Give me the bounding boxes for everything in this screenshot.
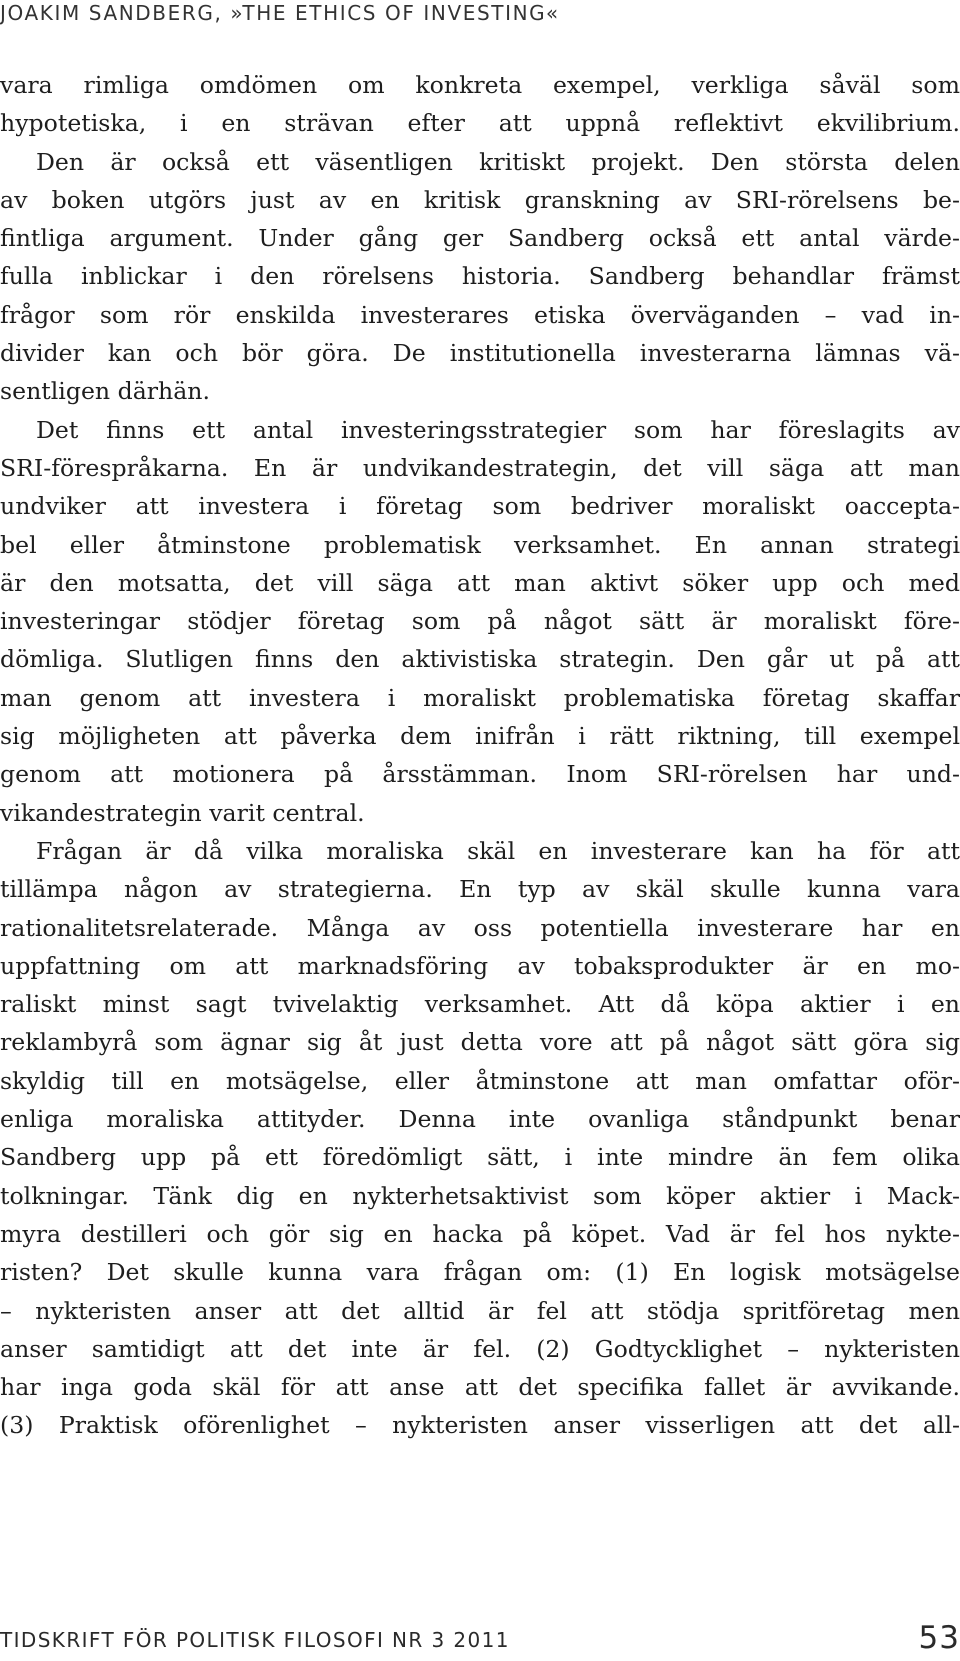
text-line: SRI-förespråkarna. En är undvikandestrategin, det vill säga att man: [0, 453, 960, 482]
text-line: (3) Praktisk oförenlighet – nykteristen anser visserligen att det all-: [0, 1411, 960, 1440]
running-head: JOAKIM SANDBERG, »THE ETHICS OF INVESTING«: [0, 1, 560, 25]
text-line: hypotetiska, i en strävan efter att uppnå reflektivt ekvilibrium.: [0, 109, 960, 138]
text-line: uppfattning om att marknadsföring av tobaksprodukter är en mo-: [0, 951, 960, 980]
text-line: raliskt minst sagt tvivelaktig verksamhet. Att då köpa aktier i en: [0, 990, 960, 1019]
text-line: enliga moraliska attityder. Denna inte ovanliga ståndpunkt benar: [0, 1105, 960, 1134]
text-line: – nykteristen anser att det alltid är fel att stödja spritföretag men: [0, 1296, 960, 1325]
text-line: fintliga argument. Under gång ger Sandberg också ett antal värde-: [0, 224, 960, 253]
journal-title: TIDSKRIFT FÖR POLITISK FILOSOFI NR 3 2011: [0, 1628, 510, 1652]
text-line: frågor som rör enskilda investerares etiska överväganden – vad in-: [0, 300, 960, 329]
text-line: skyldig till en motsägelse, eller åtminstone att man omfattar oför-: [0, 1066, 960, 1095]
text-line: divider kan och bör göra. De institutionella investerarna lämnas vä-: [0, 339, 960, 368]
text-line: vara rimliga omdömen om konkreta exempel, verkliga såväl som: [0, 71, 960, 99]
text-line: genom att motionera på årsstämman. Inom SRI-rörelsen har und-: [0, 760, 960, 789]
text-line: dömliga. Slutligen finns den aktivistiska strategin. Den går ut på att: [0, 645, 960, 674]
text-line: har inga goda skäl för att anse att det specifika fallet är avvikande.: [0, 1373, 960, 1402]
text-line: fulla inblickar i den rörelsens historia. Sandberg behandlar främst: [0, 262, 960, 291]
text-line: är den motsatta, det vill säga att man aktivt söker upp och med: [0, 568, 960, 597]
text-line: tillämpa någon av strategierna. En typ av skäl skulle kunna vara: [0, 875, 960, 904]
text-line: sentligen därhän.: [0, 377, 211, 406]
text-line: risten? Det skulle kunna vara frågan om: (1) En logisk motsägelse: [0, 1258, 960, 1287]
text-line: anser samtidigt att det inte är fel. (2) Godtycklighet – nykteristen: [0, 1334, 960, 1363]
text-line: av boken utgörs just av en kritisk granskning av SRI-rörelsens be-: [0, 185, 960, 214]
text-line: sig möjligheten att påverka dem inifrån i rätt riktning, till exempel: [0, 722, 960, 751]
text-line: reklambyrå som ägnar sig åt just detta vore att på något sätt göra sig: [0, 1028, 960, 1057]
text-line: undviker att investera i företag som bedriver moraliskt oaccepta-: [0, 492, 960, 521]
page-number: 53: [918, 1620, 960, 1656]
text-line: vikandestrategin varit central.: [0, 798, 365, 827]
text-line: Frågan är då vilka moraliska skäl en investerare kan ha för att: [36, 836, 960, 865]
page-footer: [0, 1620, 960, 1656]
text-line: tolkningar. Tänk dig en nykterhetsaktivist som köper aktier i Mack-: [0, 1181, 960, 1210]
text-line: investeringar stödjer företag som på något sätt är moraliskt före-: [0, 607, 960, 636]
text-line: rationalitetsrelaterade. Många av oss potentiella investerare har en: [0, 913, 960, 942]
text-line: bel eller åtminstone problematisk verksamhet. En annan strategi: [0, 530, 960, 559]
text-line: man genom att investera i moraliskt problematiska företag skaffar: [0, 683, 960, 712]
text-line: Den är också ett väsentligen kritiskt projekt. Den största delen: [36, 147, 960, 176]
text-line: Det finns ett antal investeringsstrategier som har föreslagits av: [36, 415, 960, 444]
text-line: myra destilleri och gör sig en hacka på köpet. Vad är fel hos nykte-: [0, 1219, 960, 1248]
text-line: Sandberg upp på ett föredömligt sätt, i inte mindre än fem olika: [0, 1143, 960, 1172]
body-text: [0, 66, 960, 1445]
